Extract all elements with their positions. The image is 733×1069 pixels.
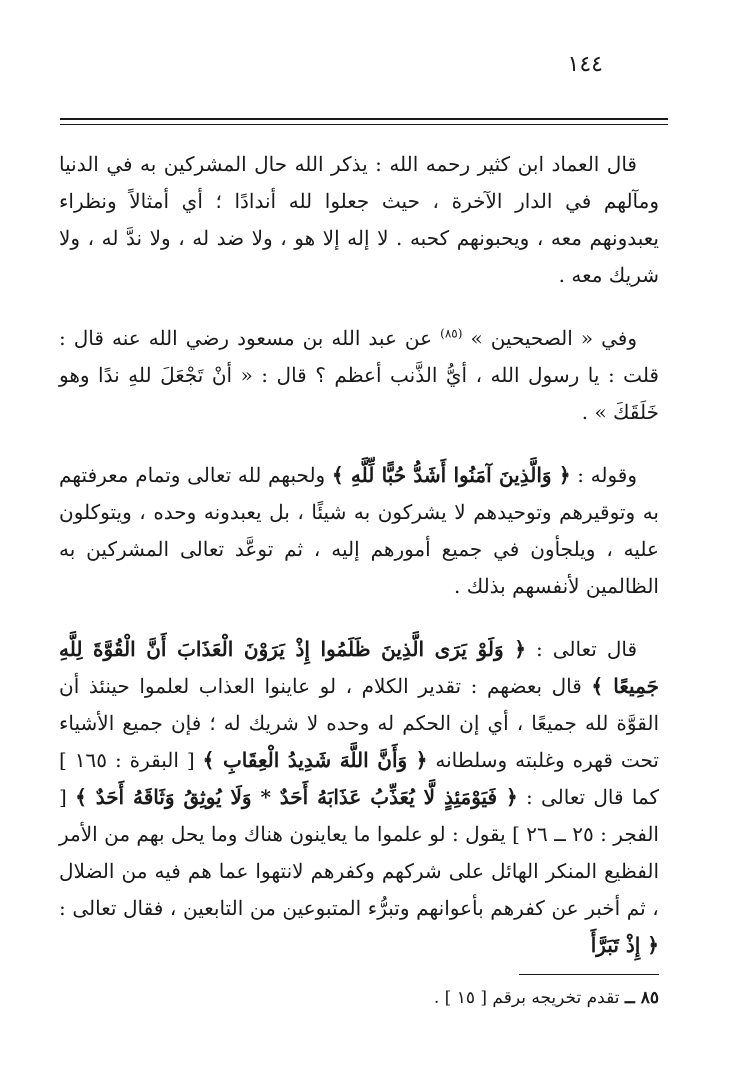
paragraph-text-before: وقوله : bbox=[570, 463, 638, 487]
header-rule-thick bbox=[60, 118, 668, 120]
paragraph-text-before-ref: وفي « الصحيحين » bbox=[470, 326, 638, 350]
segment-commentary: قال بعضهم : تقدير الكلام ، لو عاينوا العذاب لعلموا حينئذ أن القوَّة لله جميعًا ، أي إن الحكم له وحده لا شريك له ؛ فإن جميع الأشياء تحت قهره وغلبته وسلطانه bbox=[59, 674, 659, 772]
segment-commentary: [ الفجر : ٢٥ ــ ٢٦ ] يقول : لو علموا ما يعاينون هناك وما يحل بهم من الأمر الفظيع المنكر الهائل على شركهم وكفرهم لانتهوا عما هم فيه من الضلال ، ثم أخبر عن كفرهم بأعوانهم وتبرُّء المتبوعين من التابعين ، فقال تعالى : bbox=[59, 785, 659, 920]
body-text bbox=[59, 146, 659, 990]
footnote-reference: (٨٥) bbox=[440, 326, 463, 341]
footnote bbox=[59, 984, 659, 1012]
footnote-number: ٨٥ ــ bbox=[624, 988, 659, 1008]
segment-intro: قال تعالى : bbox=[525, 637, 638, 661]
paragraph-text-after-ref: عن عبد الله بن مسعود رضي الله عنه قال : قلت : يا رسول الله ، أيُّ الذَّنب أعظم ؟ قال : « أنْ تَجْعَلَ للهِ ندًا وهو خَلَقَكَ » . bbox=[59, 326, 659, 424]
quran-verse: ﴿ وَأَنَّ اللَّهَ شَدِيدُ الْعِقَابِ ﴾ bbox=[202, 748, 428, 772]
segment-citation: [ البقرة : ١٦٥ ] كما قال تعالى : bbox=[59, 748, 659, 809]
paragraph-qala-taala bbox=[59, 631, 659, 964]
quran-verse: ﴿ إِذْ تَبَرَّأَ bbox=[590, 933, 659, 957]
quran-verse: ﴿ وَلَوْ يَرَى الَّذِينَ ظَلَمُوا إِذْ يَرَوْنَ الْعَذَابَ أَنَّ الْقُوَّةَ لِلَّهِ جَمِيعًا ﴾ bbox=[59, 637, 660, 698]
quran-verse: ﴿ وَالَّذِينَ آمَنُوا أَشَدُّ حُبًّا لِّلَّهِ ﴾ bbox=[331, 463, 571, 487]
paragraph-sahihayn bbox=[59, 320, 659, 431]
footnote-text: تقدم تخريجه برقم [ ١٥ ] . bbox=[433, 988, 620, 1008]
paragraph-text-after: ولحبهم لله تعالى وتمام معرفتهم به وتوقيرهم وتوحيدهم لا يشركون به شيئًا ، بل يعبدونه وحده ، ويتوكلون عليه ، ويلجأون في جميع أمورهم إليه ، ثم توعَّد تعالى المشركين به الظالمين لأنفسهم بذلك . bbox=[59, 463, 659, 598]
page-number: ١٤٤ bbox=[567, 52, 603, 77]
quran-verse: ﴿ فَيَوْمَئِذٍ لَّا يُعَذِّبُ عَذَابَهُ أَحَدٌ * وَلَا يُوثِقُ وَثَاقَهُ أَحَدٌ ﴾ bbox=[75, 785, 518, 809]
paragraph-text: قال العماد ابن كثير رحمه الله : يذكر الله حال المشركين به في الدنيا ومآلهم في الدار الآخرة ، حيث جعلوا لله أندادًا ؛ أي أمثالاً ونظراء يعبدونهم معه ، ويحبونهم كحبه . لا إله إلا هو ، ولا ضد له ، ولا ندَّ له ، ولا شريك معه . bbox=[59, 152, 659, 287]
paragraph-qawluhu bbox=[59, 457, 659, 605]
header-rule-thin bbox=[60, 124, 668, 125]
paragraph-ibn-kathir bbox=[59, 146, 659, 294]
footnote-rule bbox=[519, 974, 659, 975]
